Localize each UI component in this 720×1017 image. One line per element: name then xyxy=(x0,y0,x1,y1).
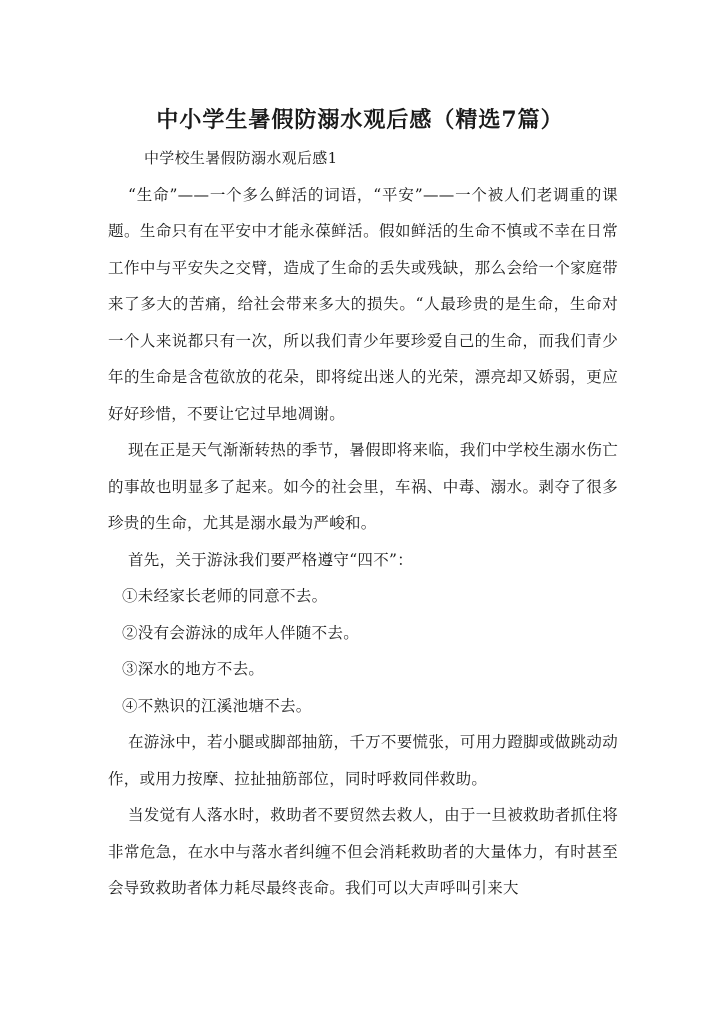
paragraph-cramp: 在游泳中，若小腿或脚部抽筋，千万不要慌张，可用力蹬脚或做跳动动作，或用力按摩、拉扯抽筋部位，同时呼救同伴救助。 xyxy=(108,733,618,788)
section-subtitle: 中学校生暑假防溺水观后感1 xyxy=(144,149,338,167)
rule-item-3: ③深水的地方不去。 xyxy=(122,660,265,678)
rule-item-4: ④不熟识的江溪池塘不去。 xyxy=(122,696,312,715)
rule-item-1: ①未经家长老师的同意不去。 xyxy=(122,587,328,605)
paragraph-intro: “生命”——一个多么鲜活的词语，“平安”——一个被人们老调重的课题。生命只有在平安中才能永葆鲜活。假如鲜活的生命不慎或不幸在日常工作中与平安失之交臂，造成了生命的丢失或残缺，那么会给一个家庭带来了多大的苦痛，给社会带来多大的损失。“人最珍贵的是生命，生命对一个人来说都只有一次，所以我们青少年要珍爱自己的生命，而我们青少年的生命是含苞欲放的花朵，即将绽出迷人的光荣，漂亮却又娇弱，更应好好珍惜，不要让它过早地凋谢。 xyxy=(108,185,618,423)
paragraph-rescue: 当发觉有人落水时，救助者不要贸然去救人，由于一旦被救助者抓住将非常危急，在水中与落水者纠缠不但会消耗救助者的大量体力，有时甚至会导致救助者体力耗尽最终丧命。我们可以大声呼叫引来大 xyxy=(108,806,618,897)
document-body xyxy=(108,140,618,907)
document-title: 中小学生暑假防溺水观后感（精选7篇） xyxy=(156,106,564,133)
paragraph-rules-intro: 首先，关于游泳我们要严格遵守“四不”： xyxy=(128,550,414,569)
paragraph-season: 现在正是天气渐渐转热的季节，暑假即将来临，我们中学校生溺水伤亡的事故也明显多了起来。如今的社会里，车祸、中毒、溺水。剥夺了很多珍贵的生命，尤其是溺水最为严峻和。 xyxy=(108,441,618,532)
rule-item-2: ②没有会游泳的成年人伴随不去。 xyxy=(122,623,360,642)
